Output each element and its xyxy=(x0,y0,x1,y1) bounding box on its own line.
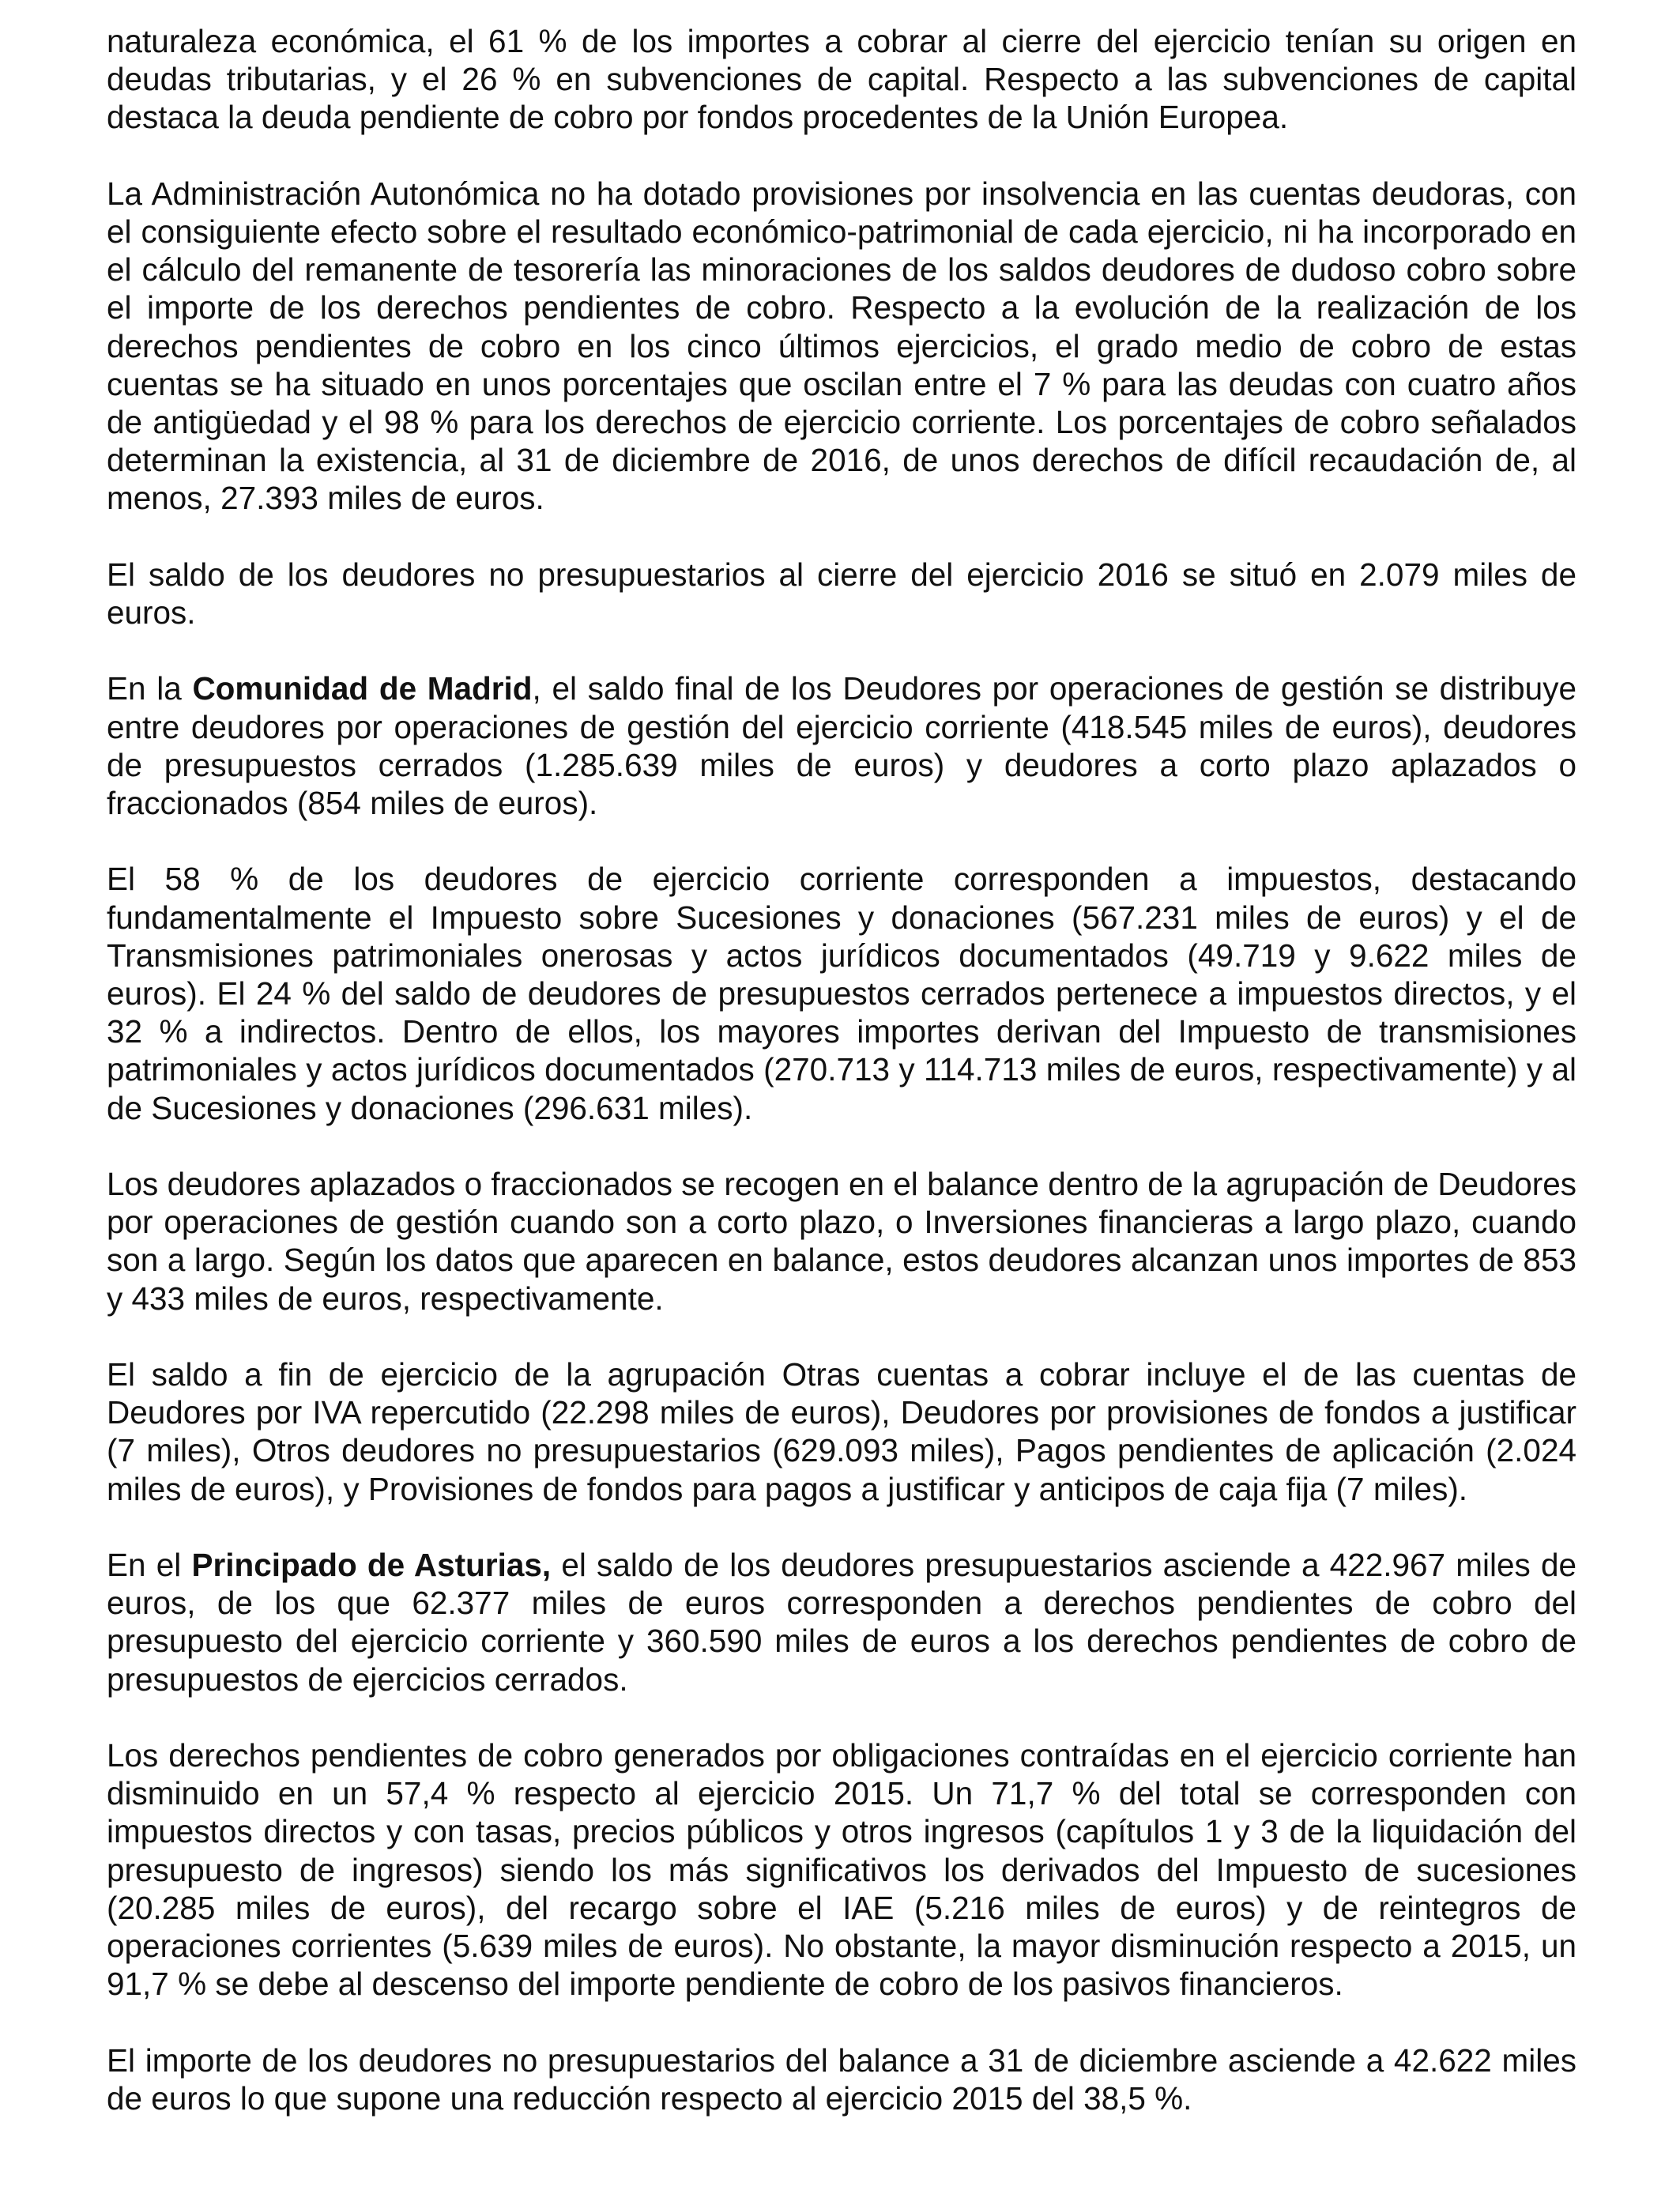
paragraph-insolvency-provisions xyxy=(107,175,1576,518)
paragraph-other-receivables xyxy=(107,1355,1576,1508)
paragraph-text: naturaleza económica, el 61 % de los importes a cobrar al cierre del ejercicio tenían su origen en deudas tributarias, y el 26 % en subvenciones de capital. Respecto a las subvenciones de capital destaca la deuda pendiente de cobro por fondos procedentes de la Unión Europea. xyxy=(107,23,1576,136)
region-name-asturias: Principado de Asturias, xyxy=(191,1547,552,1584)
paragraph-madrid-debtors xyxy=(107,669,1576,822)
paragraph-text: Los deudores aplazados o fraccionados se recogen en el balance dentro de la agrupación de Deudores por operaciones de gestión cuando son a corto plazo, o Inversiones financieras a largo plazo, cuando son a largo. Según los datos que aparecen en balance, estos deudores alcanzan unos importes de 853 y 433 miles de euros, respectivamente. xyxy=(107,1166,1576,1317)
region-name-madrid: Comunidad de Madrid xyxy=(192,670,533,707)
paragraph-text: En el xyxy=(107,1547,192,1584)
paragraph-text: el saldo de los deudores presupuestarios asciende a 422.967 miles de euros, de los que 62.377 miles de euros corresponden a derechos pendientes de cobro del presupuesto del ejercicio corriente y 360.590 miles de euros a los derechos pendientes de cobro de presupuestos de ejercicios cerrados. xyxy=(107,1547,1576,1698)
paragraph-text: El importe de los deudores no presupuestarios del balance a 31 de diciembre asciende a 42.622 miles de euros lo que supone una reducción respecto al ejercicio 2015 del 38,5 %. xyxy=(107,2041,1576,2117)
paragraph-text: El saldo a fin de ejercicio de la agrupación Otras cuentas a cobrar incluye el de las cuentas de Deudores por IVA repercutido (22.298 miles de euros), Deudores por provisiones de fondos a justificar (7 miles), Otros deudores no presupuestarios (629.093 miles), Pagos pendientes de aplicación (2.024 miles de euros), y Provisiones de fondos para pagos a justificar y anticipos de caja fija (7 miles). xyxy=(107,1356,1576,1507)
paragraph-madrid-taxes xyxy=(107,860,1576,1126)
paragraph-text: El saldo de los deudores no presupuestarios al cierre del ejercicio 2016 se situó en 2.079 miles de euros. xyxy=(107,556,1576,631)
paragraph-text: La Administración Autonómica no ha dotado provisiones por insolvencia en las cuentas deudoras, con el consiguiente efecto sobre el resultado económico-patrimonial de cada ejercicio, ni ha incorporado en el cálculo del remanente de tesorería las minoraciones de los saldos deudores de dudoso cobro sobre el importe de los derechos pendientes de cobro. Respecto a la evolución de la realización de los derechos pendientes de cobro en los cinco últimos ejercicios, el grado medio de cobro de estas cuentas se ha situado en unos porcentajes que oscilan entre el 7 % para las deudas con cuatro años de antigüedad y el 98 % para los derechos de ejercicio corriente. Los porcentajes de cobro señalados determinan la existencia, al 31 de diciembre de 2016, de unos derechos de difícil recaudación de, al menos, 27.393 miles de euros. xyxy=(107,175,1576,517)
paragraph-asturias-debtors xyxy=(107,1546,1576,1698)
paragraph-receivables-origin xyxy=(107,22,1576,137)
paragraph-non-budget-debtors xyxy=(107,556,1576,631)
paragraph-deferred-debtors xyxy=(107,1165,1576,1318)
paragraph-text: El 58 % de los deudores de ejercicio corriente corresponden a impuestos, destacando fundamentalmente el Impuesto sobre Sucesiones y donaciones (567.231 miles de euros) y el de Transmisiones patrimoniales onerosas y actos jurídicos documentados (49.719 y 9.622 miles de euros). El 24 % del saldo de deudores de presupuestos cerrados pertenece a impuestos directos, y el 32 % a indirectos. Dentro de ellos, los mayores importes derivan del Impuesto de transmisiones patrimoniales y actos jurídicos documentados (270.713 y 114.713 miles de euros, respectivamente) y al de Sucesiones y donaciones (296.631 miles). xyxy=(107,861,1576,1126)
paragraph-asturias-pending-rights xyxy=(107,1736,1576,2003)
paragraph-text: Los derechos pendientes de cobro generados por obligaciones contraídas en el ejercicio corriente han disminuido en un 57,4 % respecto al ejercicio 2015. Un 71,7 % del total se corresponden con impuestos directos y con tasas, precios públicos y otros ingresos (capítulos 1 y 3 de la liquidación del presupuesto de ingresos) siendo los más significativos los derivados del Impuesto de sucesiones (20.285 miles de euros), del recargo sobre el IAE (5.216 miles de euros) y de reintegros de operaciones corrientes (5.639 miles de euros). No obstante, la mayor disminución respecto a 2015, un 91,7 % se debe al descenso del importe pendiente de cobro de los pasivos financieros. xyxy=(107,1737,1576,2003)
document-body xyxy=(107,22,1576,2155)
paragraph-text: , el saldo final de los Deudores por operaciones de gestión se distribuye entre deudores por operaciones de gestión del ejercicio corriente (418.545 miles de euros), deudores de presupuestos cerrados (1.285.639 miles de euros) y deudores a corto plazo aplazados o fraccionados (854 miles de euros). xyxy=(107,670,1576,822)
paragraph-asturias-non-budget xyxy=(107,2041,1576,2117)
paragraph-text: En la xyxy=(107,670,193,707)
